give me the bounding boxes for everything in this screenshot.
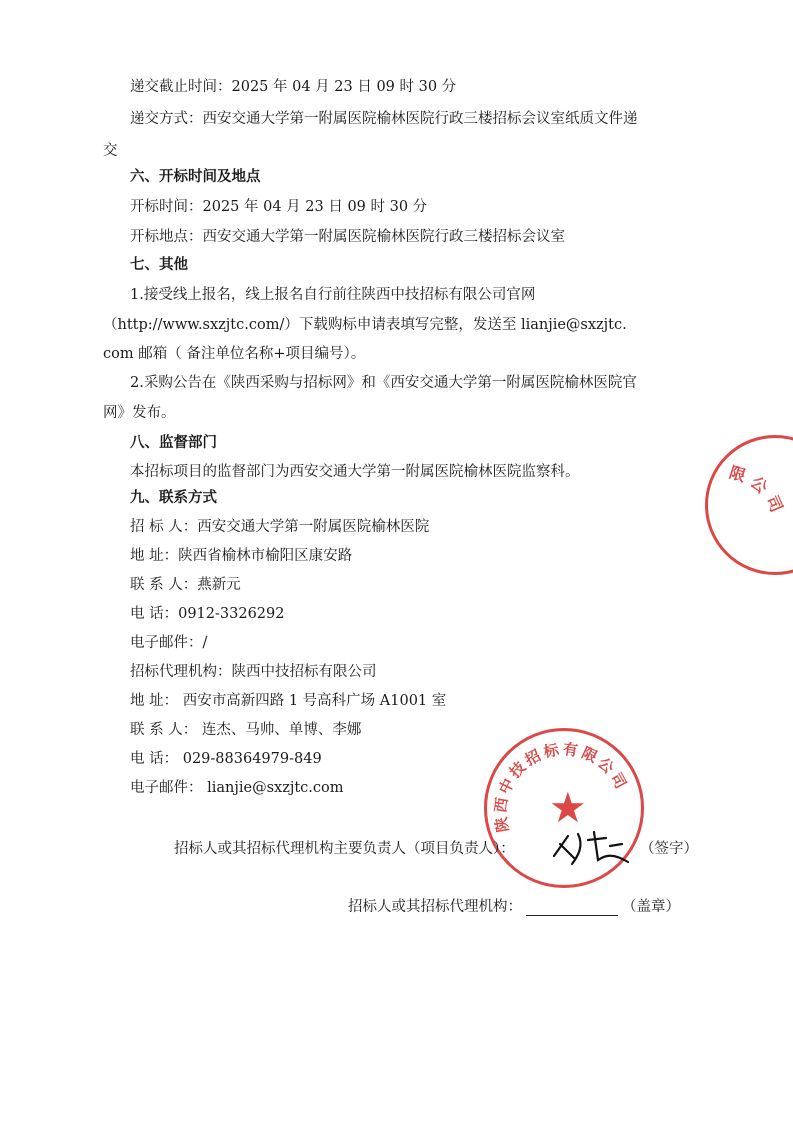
other-item-2a: 2.采购公告在《陕西采购与招标网》和《西安交通大学第一附属医院榆林医院官 — [130, 375, 637, 391]
email-line-2: 电子邮件： lianjie@sxzjtc.com — [130, 780, 344, 796]
section-heading-8: 八、监督部门 — [130, 434, 217, 451]
svg-text:陕西中技招标有限公司: 陕西中技招标有限公司 — [491, 740, 632, 834]
contact-line-1: 联 系 人：燕新元 — [130, 577, 241, 593]
stamp-label: 招标人或其招标代理机构： — [348, 899, 522, 915]
supervise-line: 本招标项目的监督部门为西安交通大学第一附属医院榆林医院监察科。 — [130, 464, 580, 480]
stamp-suffix: （盖章） — [622, 899, 680, 915]
submit-method-line-cont: 交 — [103, 143, 118, 159]
stamp-blank — [526, 901, 618, 916]
other-item-1a: 1.接受线上报名，线上报名自行前往陕西中技招标有限公司官网 — [130, 287, 536, 303]
signature-suffix: （签字） — [640, 841, 698, 857]
other-item-1b: （http://www.sxzjtc.com/）下载购标申请表填写完整，发送至 lianjie@sxzjtc. — [103, 317, 627, 333]
tenderer-line: 招 标 人：西安交通大学第一附属医院榆林医院 — [130, 519, 430, 535]
tel-line-2: 电 话： 029-88364979-849 — [130, 751, 322, 767]
deadline-line: 递交截止时间：2025 年 04 月 23 日 09 时 30 分 — [130, 79, 457, 95]
submit-method-line: 递交方式：西安交通大学第一附属医院榆林医院行政三楼招标会议室纸质文件递 — [130, 111, 638, 127]
stamp-line — [348, 898, 680, 916]
other-item-1c: com 邮箱（ 备注单位名称+项目编号）。 — [103, 346, 366, 362]
section-heading-7: 七、其他 — [130, 256, 188, 273]
section-heading-9: 九、联系方式 — [130, 489, 217, 506]
partial-seal — [705, 435, 793, 575]
open-time-line: 开标时间：2025 年 04 月 23 日 09 时 30 分 — [130, 199, 428, 215]
contact-line-2: 联 系 人： 连杰、马帅、单博、李娜 — [130, 722, 362, 738]
section-heading-6: 六、开标时间及地点 — [130, 168, 261, 185]
signature-line — [174, 840, 515, 858]
address-line-2: 地 址： 西安市高新四路 1 号高科广场 A1001 室 — [130, 693, 447, 709]
handwritten-signature — [548, 826, 638, 870]
address-line-1: 地 址：陕西省榆林市榆阳区康安路 — [130, 548, 353, 564]
open-place-line: 开标地点：西安交通大学第一附属医院榆林医院行政三楼招标会议室 — [130, 229, 565, 245]
partial-seal-text-arc — [708, 438, 793, 572]
svg-text:限公司: 限公司 — [727, 462, 789, 521]
email-line-1: 电子邮件：/ — [130, 635, 208, 651]
signature-label: 招标人或其招标代理机构主要负责人（项目负责人）： — [174, 841, 515, 857]
seal-star-icon: ★ — [549, 783, 587, 832]
tel-line-1: 电 话：0912-3326292 — [130, 606, 285, 622]
agency-line: 招标代理机构：陕西中技招标有限公司 — [130, 664, 377, 680]
other-item-2b: 网》发布。 — [103, 405, 176, 421]
